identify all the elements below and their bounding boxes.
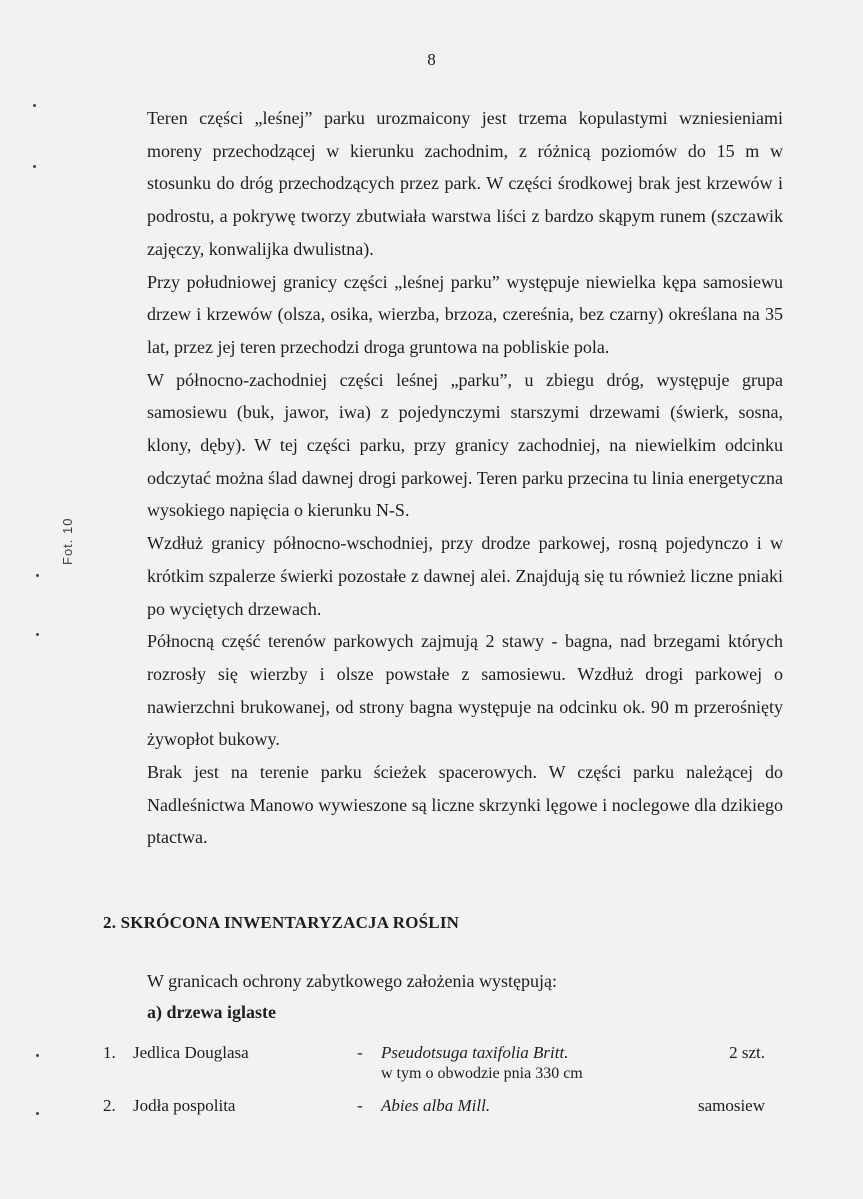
body-text (147, 102, 783, 854)
species-latin-name: Abies alba Mill. (381, 1096, 491, 1115)
species-item (103, 1096, 765, 1156)
species-latin-name: Pseudotsuga taxifolia Britt. (381, 1043, 569, 1062)
separator: - (357, 1096, 363, 1115)
scan-mark (36, 1054, 39, 1057)
paragraph: Brak jest na terenie parku ścieżek spacerowych. W części parku należącej do Nadleśnictwa Manowo wywieszone są liczne skrzynki lęgowe i noclegowe dla dzikiego ptactwa. (147, 762, 783, 848)
paragraph: Teren części „leśnej” parku urozmaicony jest trzema kopulastymi wzniesieniami moreny przechodzącej w kierunku zachodnim, z różnicą poziomów do 15 m w stosunku do dróg przechodzących przez park. W części środkowej brak jest krzewów i podrostu, a pokrywę tworzy zbutwiała warstwa liści z bardzo skąpym runem (szczawik zajęczy, konwalijka dwulistna). (147, 108, 783, 259)
species-quantity: 2 szt. (729, 1043, 765, 1062)
section-intro: W granicach ochrony zabytkowego założenia występują: (147, 971, 558, 991)
scan-mark (36, 1112, 39, 1115)
scan-mark (33, 104, 36, 107)
species-common-name: Jedlica Douglasa (133, 1043, 249, 1062)
separator: - (357, 1043, 363, 1062)
species-note: w tym o obwodzie pnia 330 cm (381, 1065, 583, 1082)
item-number: 2. (103, 1096, 116, 1115)
species-common-name: Jodła pospolita (133, 1096, 236, 1115)
paragraph: Wzdłuż granicy północno-wschodniej, przy drodze parkowej, rosną pojedynczo i w krótkim szpalerze świerki pozostałe z dawnej alei. Znajdują się tu również liczne pniaki po wyciętych drzewach. (147, 533, 783, 619)
subsection-heading: a) drzewa iglaste (147, 1002, 276, 1022)
section-heading: 2. SKRÓCONA INWENTARYZACJA ROŚLIN (103, 913, 460, 932)
item-number: 1. (103, 1043, 116, 1062)
page-number: 8 (427, 50, 436, 69)
species-item (103, 1043, 765, 1103)
paragraph: W północno-zachodniej części leśnej „parku”, u zbiegu dróg, występuje grupa samosiewu (buk, jawor, iwa) z pojedynczymi starszymi drzewami (świerk, sosna, klony, dęby). W tej części parku, przy granicy zachodniej, na niewielkim odcinku odczytać można ślad dawnej drogi parkowej. Teren parku przecina tu linia energetyczna wysokiego napięcia o kierunku N-S. (147, 369, 783, 521)
photo-reference-label: Fot. 10 (60, 517, 75, 565)
paragraph: Północną część terenów parkowych zajmują 2 stawy - bagna, nad brzegami których rozrosły się wierzby i olsze powstałe z samosiewu. Wzdłuż drogi parkowej o nawierzchni brukowanej, od strony bagna występuje na odcinku ok. 90 m przerośnięty żywopłot bukowy. (147, 631, 783, 750)
scan-mark (33, 165, 36, 168)
scan-mark (36, 633, 39, 636)
species-quantity: samosiew (697, 1096, 765, 1115)
scan-mark (36, 574, 39, 577)
paragraph: Przy południowej granicy części „leśnej parku” występuje niewielka kępa samosiewu drzew i krzewów (olsza, osika, wierzba, brzoza, czereśnia, bez czarny) określana na 35 lat, przez jej teren przechodzi droga gruntowa na pobliskie pola. (147, 271, 783, 357)
